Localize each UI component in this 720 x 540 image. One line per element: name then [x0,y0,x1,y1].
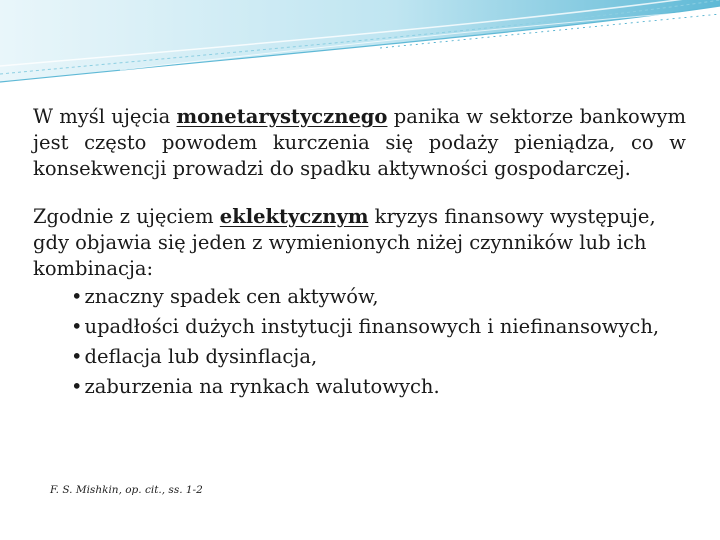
paragraph1-intro: W myśl ujęcia [33,105,177,128]
keyword-eclectic: eklektycznym [219,205,369,228]
list-item [71,372,686,402]
bullet-icon: • [71,285,83,308]
bullet-icon: • [71,345,83,368]
list-item-text: upadłości dużych instytucji finansowych i niefinansowych, [84,315,660,338]
paragraph-eclectic [33,204,686,282]
list-item-text: deflacja lub dysinflacja, [84,345,318,368]
list-item-text: zaburzenia na rynkach walutowych. [84,375,440,398]
slide-content [33,104,686,402]
paragraph-monetarist [33,104,686,182]
paragraph1-rest: panika w sektorze bankowym jest często powodem kurczenia się podaży pieniądza, co w konsekwencji prowadzi do spadku aktywności gospodarczej. [33,105,686,180]
factor-list [33,282,686,402]
source-footnote: F. S. Mishkin, op. cit., ss. 1-2 [50,484,203,496]
list-item [71,312,686,342]
bullet-icon: • [71,315,83,338]
paragraph2-intro: Zgodnie z ujęciem [33,205,220,228]
bullet-icon: • [71,375,83,398]
paragraph2-rest: kryzys finansowy występuje, gdy objawia się jeden z wymienionych niżej czynników lub ich kombinacja: [33,205,656,280]
keyword-monetarist: monetarystycznego [176,105,388,128]
list-item [71,342,686,372]
header-wave-decoration [0,0,720,90]
list-item [71,282,686,312]
list-item-text: znaczny spadek cen aktywów, [84,285,379,308]
